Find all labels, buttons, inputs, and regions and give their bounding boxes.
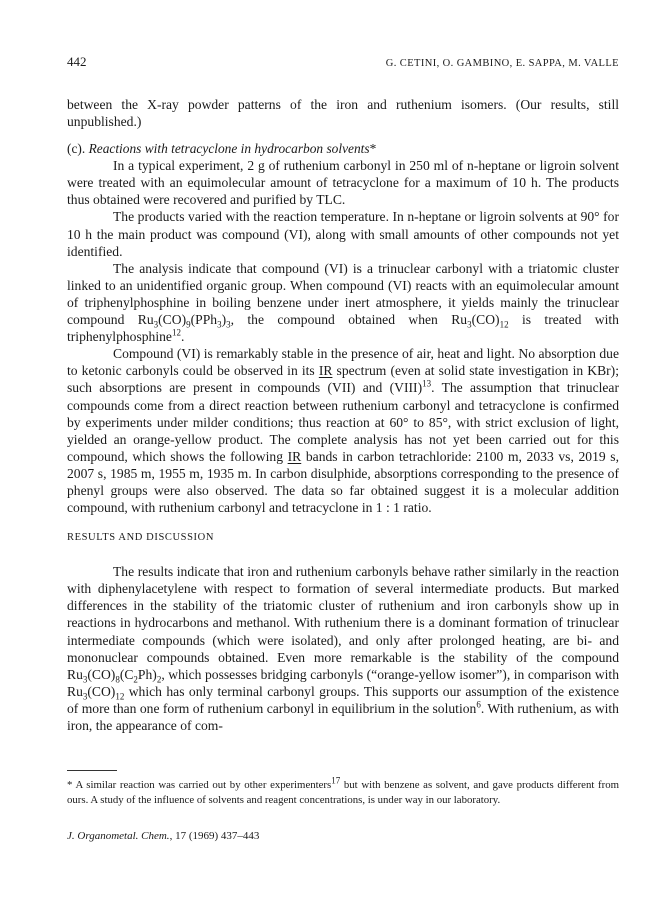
paragraph: In a typical experiment, 2 g of ruthenium carbonyl in 250 ml of n-heptane or ligroin solvent were treated with an equimolecular amount of tetracyclone for a maximum of 10 h. The products thus obtained were recovered and purified by TLC. — [67, 158, 619, 208]
section-c-title: Reactions with tetracyclone in hydrocarbon solvents — [88, 141, 370, 157]
running-header-authors: G. CETINI, O. GAMBINO, E. SAPPA, M. VALLE — [385, 58, 619, 69]
citation-ref: 12 — [171, 327, 181, 338]
footnote-divider — [67, 770, 117, 771]
citation-ref: 13 — [422, 378, 432, 389]
page-number: 442 — [67, 54, 87, 69]
footnote-marker: * — [369, 141, 377, 157]
citation-ref: 17 — [331, 775, 341, 786]
continuation-paragraph: between the X-ray powder patterns of the iron and ruthenium isomers. (Our results, still unpublished.) — [67, 97, 619, 130]
paragraph: The products varied with the reaction temperature. In n-heptane or ligroin solvents at 90° for 10 h the main product was compound (VI), along with small amounts of other compounds not yet identified. — [67, 209, 619, 259]
footnote: * A similar reaction was carried out by other experimenters$^{17}$ but with benzene as solvent, and gave products different from ours. A study of the influence of solvents and reagent concentrations, is under way in our laboratory. — [67, 775, 620, 806]
paragraph: Compound (VI) is remarkably stable in the presence of air, heat and light. No absorption due to ketonic carbonyls could be observed in its IR spectrum (even at solid state investigation in KBr); such absorptions are present in compounds (VII) and (VIII)$^{13}$. The assumption that trinuclear compounds come from a direct reaction between ruthenium carbonyl and tetracyclone is confirmed by experiments under milder conditions; thus reaction at 60° to 85°, with strict exclusion of light, yielded an orange-yellow product. The complete analysis has not yet been carried out for this compound, which shows the following IR bands in carbon tetrachloride: 2100 m, 2033 vs, 2019 s, 2007 s, 1985 m, 1955 m, 1935 m. In carbon disulphide, absorptions corresponding to the presence of phenyl groups were also observed. The data so far obtained suggest it is a molecular addition compound, with ruthenium carbonyl and tetracyclone in 1 : 1 ratio. — [67, 346, 619, 516]
citation-ref: 6 — [476, 699, 481, 710]
page-body — [67, 54, 619, 734]
journal-citation — [67, 830, 259, 842]
footnote-marker: * — [67, 779, 73, 791]
section-c-label: (c). — [67, 141, 86, 157]
section-c-heading — [67, 140, 619, 157]
paragraph: The analysis indicate that compound (VI) is a trinuclear carbonyl with a triatomic cluster linked to an unidentified organic group. When compound (VI) reacts with an equimolecular amount of triphenylphosphine in boiling benzene under inert atmosphere, it yields mainly the trinuclear compound $Ru_3(CO)_9(PPh_3)_3$, the compound obtained when $Ru_3(CO)_{12}$ is treated with triphenylphosphine$^{12}$. — [67, 260, 619, 345]
journal-volume: , 17 (1969) 437–443 — [169, 830, 260, 842]
running-header — [67, 54, 619, 70]
journal-name: J. Organometal. Chem. — [67, 830, 170, 842]
paragraph: The results indicate that iron and ruthenium carbonyls behave rather similarly in the reaction with diphenylacetylene with respect to formation of several intermediate products. But marked differences in the stability of the triatomic cluster of ruthenium and iron carbonyls show up in reactions in hydrocarbons and methanol. With ruthenium there is a dominant formation of trinuclear intermediate compounds (which were isolated), and only after prolonged heating, are bi- and mononuclear compounds obtained. Even more remarkable is the stability of the compound $Ru_3(CO)_8(C_2Ph)_2$, which possesses bridging carbonyls (“orange-yellow isomer”), in comparison with $Ru_3(CO)_{12}$ which has only terminal carbonyl groups. This supports our assumption of the existence of more than one form of ruthenium carbonyl in equilibrium in the solution$^6$. With ruthenium, as with iron, the appearance of com- — [67, 564, 619, 733]
section-heading: RESULTS AND DISCUSSION — [67, 532, 215, 544]
